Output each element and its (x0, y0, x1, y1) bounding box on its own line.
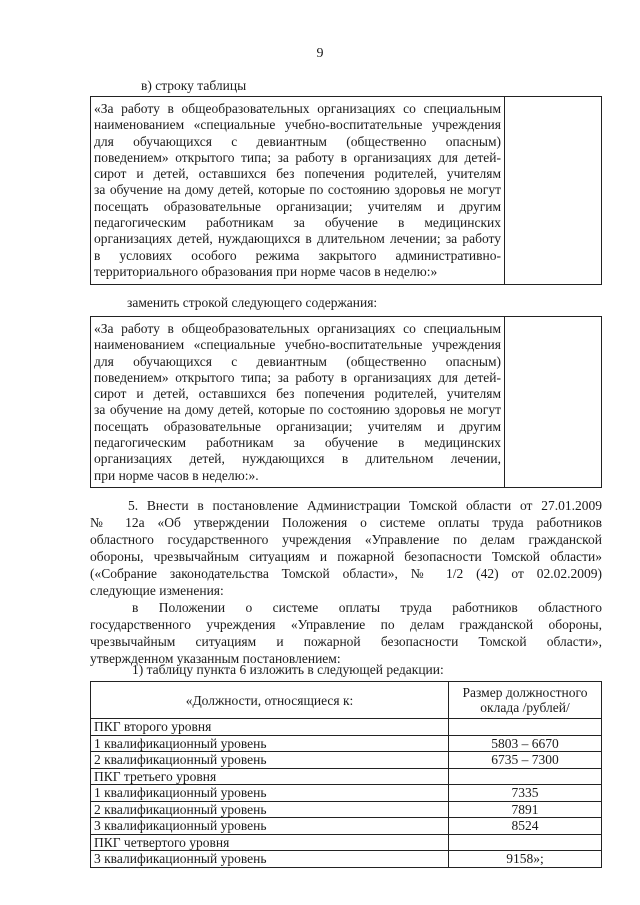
header-salary-line: Размер должностного (462, 685, 588, 700)
text-line: в Положении о системе оплаты труда работников областного (132, 600, 602, 615)
salary-cell (449, 834, 602, 851)
text-line: в условиях особого режима закрытого административно- (94, 247, 501, 263)
text-line: за обучение на дому детей, которые по состоянию здоровья не могут (94, 182, 501, 198)
text-line: территориального образования при норме часов в неделю:» (94, 263, 438, 279)
salary-cell: 5803 – 6670 (449, 735, 602, 752)
table-intro: 1) таблицу пункта 6 изложить в следующей редакции: (132, 662, 444, 677)
text-line: поведением» открытого типа; за работу в организациях для детей- (94, 149, 501, 165)
position-cell: ПКГ второго уровня (91, 719, 449, 736)
old-row-table (90, 96, 602, 285)
salary-cell (449, 719, 602, 736)
table-row (91, 801, 602, 818)
text-line: областного государственного учреждения «Управление по делам гражданской (90, 532, 602, 547)
item-5 (90, 497, 602, 599)
text-line: при норме часов в неделю:». (94, 467, 259, 483)
text-line: утвержденном указанным постановлением: (90, 651, 341, 666)
text-line: педагогическим работникам за обучение в медицинских (94, 215, 501, 231)
text-line: наименованием «специальные учебно-воспитательные учреждения (94, 117, 501, 133)
salary-cell: 8524 (449, 818, 602, 835)
text-line: следующие изменения: (90, 583, 224, 598)
position-cell: 3 квалификационный уровень (91, 818, 449, 835)
text-line: («Собрание законодательства Томской области», № 1/2 (42) от 02.02.2009) (90, 566, 602, 581)
position-cell: ПКГ третьего уровня (91, 768, 449, 785)
table-row (91, 834, 602, 851)
position-cell: 1 квалификационный уровень (91, 735, 449, 752)
text-line: поведением» открытого типа; за работу в организациях для детей- (94, 369, 501, 385)
text-line: за обучение на дому детей, которые по состоянию здоровья не могут (94, 402, 501, 418)
text-line: для обучающихся с девиантным (общественно опасным) (94, 133, 501, 149)
replace-line: заменить строкой следующего содержания: (127, 295, 378, 310)
text-line: наименованием «специальные учебно-воспитательные учреждения (94, 337, 501, 353)
text-line: посещать образовательные организации; учителям и другим (94, 198, 501, 214)
text-line: «За работу в общеобразовательных организациях со специальным (94, 321, 501, 336)
text-line: сирот и детей, оставшихся без попечения родителей, учителям (94, 166, 501, 182)
text-line: чрезвычайным ситуациям и пожарной безопасности Томской области», (90, 634, 602, 649)
table-row (91, 785, 602, 802)
position-cell: ПКГ четвертого уровня (91, 834, 449, 851)
old-row-text (91, 97, 505, 284)
salary-table (90, 681, 602, 868)
header-salary (449, 682, 602, 719)
salary-cell: 6735 – 7300 (449, 752, 602, 769)
text-line: организациях детей, нуждающихся в длительном лечении; за работу (94, 231, 501, 247)
header-salary-line: оклада /рублей/ (480, 700, 570, 715)
text-line: организациях детей, нуждающихся в длительном лечении, (94, 451, 501, 467)
new-row-table (90, 316, 602, 488)
table-row (91, 719, 602, 736)
text-line: обороны, чрезвычайным ситуациям и пожарной безопасности Томской области» (90, 549, 602, 564)
table-row (91, 818, 602, 835)
text-line: государственного учреждения «Управление по делам гражданской обороны, (90, 617, 602, 632)
text-line: для обучающихся с девиантным (общественно опасным) (94, 353, 501, 369)
text-line: сирот и детей, оставшихся без попечения родителей, учителям (94, 386, 501, 402)
intro-b: в) строку таблицы (141, 78, 247, 93)
text-line: «За работу в общеобразовательных организациях со специальным (94, 101, 501, 116)
salary-cell: 7335 (449, 785, 602, 802)
header-position: «Должности, относящиеся к: (91, 682, 449, 719)
table-row (91, 851, 602, 868)
text-line: посещать образовательные организации; учителям и другим (94, 418, 501, 434)
position-cell: 1 квалификационный уровень (91, 785, 449, 802)
text-line: 5. Внести в постановление Администрации Томской области от 27.01.2009 (128, 498, 602, 513)
position-cell: 2 квалификационный уровень (91, 801, 449, 818)
text-line: № 12а «Об утверждении Положения о системе оплаты труда работников (90, 515, 602, 530)
page-number: 9 (316, 46, 324, 61)
table-row (91, 735, 602, 752)
salary-cell: 7891 (449, 801, 602, 818)
table-row (91, 768, 602, 785)
salary-cell (449, 768, 602, 785)
text-line: педагогическим работникам за обучение в медицинских (94, 435, 501, 451)
table-row (91, 752, 602, 769)
position-cell: 2 квалификационный уровень (91, 752, 449, 769)
salary-cell: 9158»; (449, 851, 602, 868)
new-row-text (91, 317, 505, 487)
regulation-paragraph (90, 599, 602, 667)
position-cell: 3 квалификационный уровень (91, 851, 449, 868)
